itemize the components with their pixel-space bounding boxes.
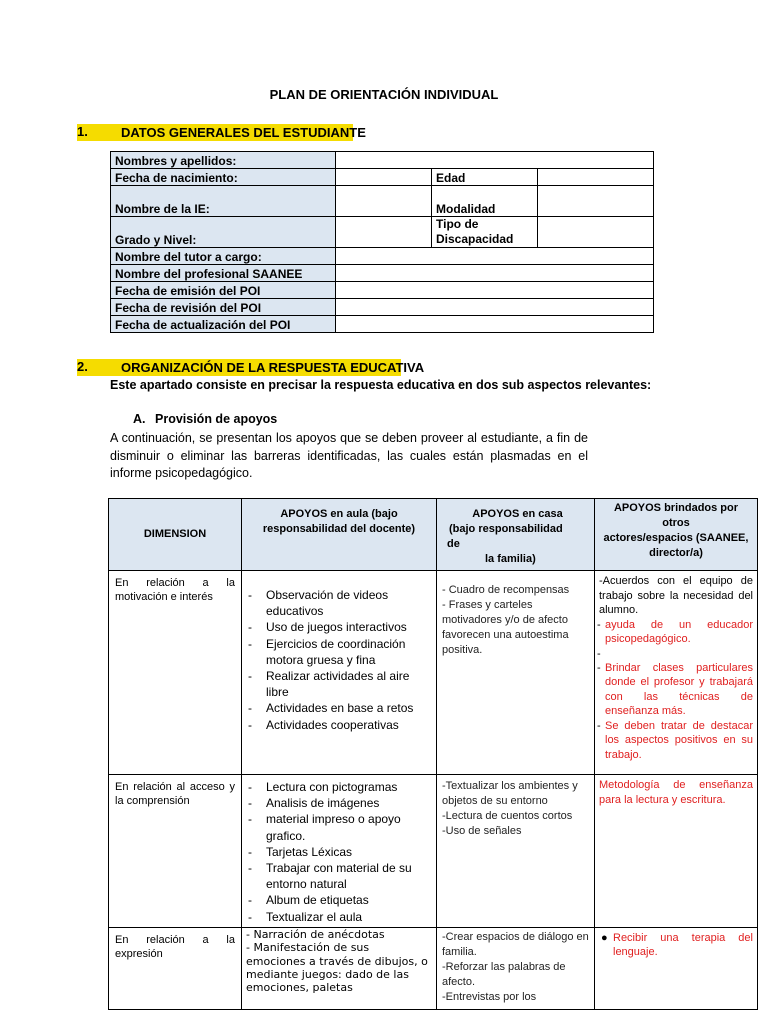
label-tipo-discapacidad bbox=[432, 217, 538, 248]
label-ie: Nombre de la IE: bbox=[111, 186, 336, 217]
header-casa bbox=[437, 499, 595, 571]
row2-casa bbox=[437, 775, 595, 928]
header-casa-1: APOYOS en casa bbox=[472, 508, 563, 520]
row2-aula-list bbox=[244, 779, 434, 925]
header-otros-1: APOYOS brindados por bbox=[613, 502, 739, 514]
row3-aula bbox=[242, 927, 437, 1009]
list-item: - Observación de videos educativos bbox=[248, 588, 389, 619]
list-item: - Se deben tratar de destacar los aspectos positivos en su trabajo. bbox=[597, 719, 753, 761]
list-item: - Realizar actividades al aire libre bbox=[248, 669, 410, 700]
list-item: -Textualizar los ambientes y objetos de su entorno bbox=[442, 780, 578, 807]
value-tipo-discapacidad bbox=[538, 217, 654, 248]
list-item: - ayuda de un educador psicopedagógico. bbox=[597, 618, 753, 645]
supports-table bbox=[108, 498, 758, 1010]
list-item: - Analisis de imágenes bbox=[248, 796, 380, 811]
value-grado bbox=[336, 217, 432, 248]
list-item: - Tarjetas Léxicas bbox=[248, 844, 353, 859]
section-2-number: 2. bbox=[77, 359, 88, 374]
value-edad bbox=[538, 169, 654, 186]
value-nombres bbox=[336, 152, 654, 169]
list-item: - Manifestación de sus emociones a través de dibujos, o mediante juegos: dado de las emociones, paletas bbox=[246, 941, 428, 995]
label-actualizacion: Fecha de actualización del POI bbox=[111, 316, 336, 333]
header-casa-4: la familia) bbox=[485, 553, 536, 565]
list-item: - Actividades en base a retos bbox=[248, 701, 414, 716]
otros-black-text: -Acuerdos con el equipo de trabajo sobre la necesidad del alumno. bbox=[599, 575, 753, 616]
list-item: - Ejercicios de coordinación motora gruesa y fina bbox=[248, 636, 406, 667]
value-emision bbox=[336, 282, 654, 299]
list-item: - Cuadro de recompensas bbox=[442, 584, 570, 596]
list-item: ● Recibir una terapia del lenguaje. bbox=[601, 931, 753, 959]
header-otros-2: otros bbox=[662, 517, 690, 529]
label-modalidad: Modalidad bbox=[432, 186, 538, 217]
tipo-line-1: Tipo de bbox=[436, 217, 479, 231]
header-otros-3: actores/espacios (SAANEE, bbox=[603, 532, 749, 544]
description-paragraph: A continuación, se presentan los apoyos que se deben proveer al estudiante, a fin de disminuir o eliminar las barreras identificadas, las cuales están plasmadas en el informe psicopedagógico. bbox=[110, 431, 588, 480]
list-item: - Actividades cooperativas bbox=[248, 717, 399, 732]
list-item: -Crear espacios de diálogo en familia. bbox=[442, 930, 589, 958]
list-item: - Narración de anécdotas bbox=[246, 927, 385, 941]
header-aula-1: APOYOS en aula (bajo bbox=[280, 508, 398, 520]
list-item: - Frases y carteles motivadores y/o de afecto favorecen una autoestima positiva. bbox=[442, 599, 569, 656]
list-item: - Album de etiquetas bbox=[248, 893, 369, 908]
list-item: - Textualizar el aula bbox=[248, 909, 363, 924]
label-revision: Fecha de revisión del POI bbox=[111, 299, 336, 316]
row2-dimension: En relación al acceso y la comprensión bbox=[109, 775, 242, 928]
section-2-title: ORGANIZACIÓN DE LA RESPUESTA EDUCATIVA bbox=[77, 359, 401, 376]
intro-text: Este apartado consiste en precisar la respuesta educativa en dos sub aspectos relevantes: bbox=[110, 378, 652, 392]
list-item: - material impreso o apoyo grafico. bbox=[248, 812, 401, 843]
row3-otros bbox=[595, 927, 758, 1009]
list-item: - Lectura con pictogramas bbox=[248, 780, 398, 794]
header-casa-3: de bbox=[447, 538, 460, 550]
subsection-a-label: Provisión de apoyos bbox=[155, 412, 278, 426]
row2-aula bbox=[242, 775, 437, 928]
header-aula-2: responsabilidad del docente) bbox=[262, 523, 416, 535]
value-saanee bbox=[336, 265, 654, 282]
list-item: -Entrevistas por los bbox=[442, 990, 537, 1003]
label-saanee: Nombre del profesional SAANEE bbox=[111, 265, 336, 282]
row1-dimension: En relación a la motivación e interés bbox=[109, 571, 242, 775]
list-item: - Brindar clases particulares donde el profesor y trabajará con las técnicas de enseñanza más. bbox=[597, 661, 753, 717]
label-nombres: Nombres y apellidos: bbox=[111, 152, 336, 169]
header-casa-2: (bajo responsabilidad bbox=[449, 523, 563, 535]
value-fecha-nacimiento bbox=[336, 169, 432, 186]
value-actualizacion bbox=[336, 316, 654, 333]
value-modalidad bbox=[538, 186, 654, 217]
section-1-title: DATOS GENERALES DEL ESTUDIANTE bbox=[77, 124, 353, 141]
list-item: -Uso de señales bbox=[442, 825, 522, 837]
row1-otros bbox=[595, 571, 758, 775]
row1-aula bbox=[242, 571, 437, 775]
label-edad: Edad bbox=[432, 169, 538, 186]
list-item: -Lectura de cuentos cortos bbox=[442, 810, 573, 822]
header-dimension: DIMENSION bbox=[109, 499, 242, 571]
subsection-a-heading bbox=[133, 412, 277, 426]
label-tutor: Nombre del tutor a cargo: bbox=[111, 248, 336, 265]
header-otros bbox=[595, 499, 758, 571]
row1-casa bbox=[437, 571, 595, 775]
document-title: PLAN DE ORIENTACIÓN INDIVIDUAL bbox=[269, 87, 499, 102]
tipo-line-2: Discapacidad bbox=[436, 232, 514, 246]
subsection-a-letter: A. bbox=[133, 412, 146, 426]
label-fecha-nacimiento: Fecha de nacimiento: bbox=[111, 169, 336, 186]
list-item: - Trabajar con material de su entorno natural bbox=[248, 861, 412, 892]
list-item: -Reforzar las palabras de afecto. bbox=[442, 960, 566, 988]
value-tutor bbox=[336, 248, 654, 265]
list-item: - bbox=[597, 647, 601, 660]
header-aula bbox=[242, 499, 437, 571]
row1-aula-list bbox=[244, 587, 434, 733]
row3-dimension: En relación a la expresión bbox=[109, 927, 242, 1009]
value-revision bbox=[336, 299, 654, 316]
value-ie bbox=[336, 186, 432, 217]
header-otros-4: director/a) bbox=[649, 547, 703, 559]
row3-casa bbox=[437, 927, 595, 1009]
section-1-number: 1. bbox=[77, 124, 88, 139]
list-item: - Uso de juegos interactivos bbox=[248, 620, 407, 635]
label-grado: Grado y Nivel: bbox=[111, 217, 336, 248]
label-emision: Fecha de emisión del POI bbox=[111, 282, 336, 299]
general-data-table bbox=[110, 151, 654, 333]
row2-otros: Metodología de enseñanza para la lectura y escritura. bbox=[595, 775, 758, 928]
